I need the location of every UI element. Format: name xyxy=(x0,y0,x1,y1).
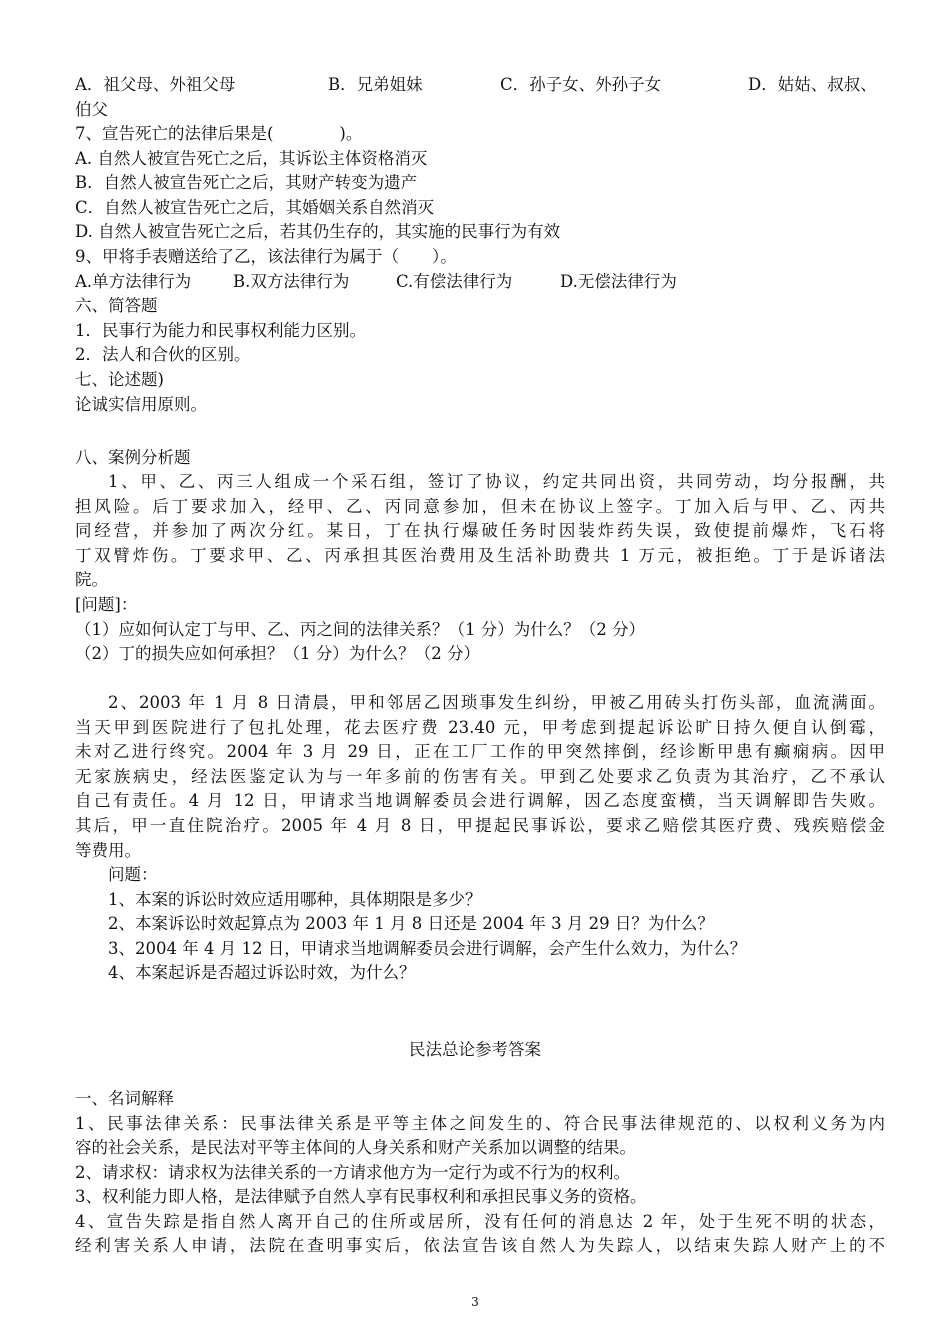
case2-question: 3、2004 年 4 月 12 日，甲请求当地调解委员会进行调解，会产生什么效力，为什么？ xyxy=(108,939,747,958)
case1-paragraph-line: 1、甲、乙、丙三人组成一个采石组，签订了协议，约定共同出资，共同劳动，均分报酬，共 xyxy=(108,472,885,491)
q9-option-d: D.无偿法律行为 xyxy=(560,272,677,291)
answer-line: 2、请求权：请求权为法律关系的一方请求他方为一定行为或不行为的权利。 xyxy=(75,1163,630,1182)
answers-title: 民法总论参考答案 xyxy=(409,1040,541,1059)
case1-question: （2）丁的损失应如何承担？（1 分）为什么？（2 分） xyxy=(75,644,480,663)
case2-question: 1、本案的诉讼时效应适用哪种，具体期限是多少？ xyxy=(108,890,482,909)
q7-option-c: C．自然人被宣告死亡之后，其婚姻关系自然消灭 xyxy=(75,198,435,217)
case1-question: （1）应如何认定丁与甲、乙、丙之间的法律关系？（1 分）为什么？（2 分） xyxy=(75,620,645,639)
q6-option-a: A．祖父母、外祖父母 xyxy=(75,75,236,94)
case2-paragraph-line: 当天甲到医院进行了包扎处理，花去医疗费 23.40 元，甲考虑到提起诉讼旷日持久便自认倒霉， xyxy=(75,718,885,737)
q9-option-b: B.双方法律行为 xyxy=(233,272,350,291)
answer-line: 3、权利能力即人格，是法律赋予自然人享有民事权利和承担民事义务的资格。 xyxy=(75,1187,647,1206)
answer-line: 1、民事法律关系：民事法律关系是平等主体之间发生的、符合民事法律规范的、以权利义务为内 xyxy=(75,1114,885,1133)
case2-question-label: 问题： xyxy=(108,865,158,884)
q7-option-a: A. 自然人被宣告死亡之后，其诉讼主体资格消灭 xyxy=(75,149,428,168)
answers-heading: 一、名词解释 xyxy=(75,1089,174,1108)
section-heading-case-analysis: 八、案例分析题 xyxy=(75,448,191,467)
q9-option-c: C.有偿法律行为 xyxy=(396,272,513,291)
case2-paragraph-line: 未对乙进行终究。2004 年 3 月 29 日，正在工厂工作的甲突然摔倒，经诊断甲患有癫痫病。因甲 xyxy=(75,742,885,761)
essay-item: 论诚实信用原则。 xyxy=(75,395,207,414)
q6-option-d-continuation: 伯父 xyxy=(75,100,108,119)
q9-option-a: A.单方法律行为 xyxy=(75,272,192,291)
case2-paragraph-line: 等费用。 xyxy=(75,841,141,860)
q7-stem: 7、宣告死亡的法律后果是( )。 xyxy=(75,124,363,143)
case1-paragraph-line: 丁双臂炸伤。丁要求甲、乙、丙承担其医治费用及生活补助费共 1 万元，被拒绝。丁于是诉诸法 xyxy=(75,546,885,565)
q6-option-b: B．兄弟姐妹 xyxy=(328,75,423,94)
case2-paragraph-line: 其后，甲一直住院治疗。2005 年 4 月 8 日，甲提起民事诉讼，要求乙赔偿其医疗费、残疾赔偿金 xyxy=(75,816,885,835)
case2-paragraph-line: 2、2003 年 1 月 8 日清晨，甲和邻居乙因琐事发生纠纷，甲被乙用砖头打伤头部，血流满面。 xyxy=(108,693,885,712)
case2-paragraph-line: 自己有责任。4 月 12 日，甲请求当地调解委员会进行调解，因乙态度蛮横，当天调解即告失败。 xyxy=(75,791,885,810)
case1-question-label: [问题]： xyxy=(75,595,138,614)
section-heading-essay: 七、论述题) xyxy=(75,370,164,389)
short-answer-item: 2．法人和合伙的区别。 xyxy=(75,345,251,364)
case2-question: 2、本案诉讼时效起算点为 2003 年 1 月 8 日还是 2004 年 3 月 29 日？为什么？ xyxy=(108,914,714,933)
case1-paragraph-line: 同经营，并参加了两次分红。某日，丁在执行爆破任务时因装炸药失误，致使提前爆炸，飞石将 xyxy=(75,521,885,540)
case1-paragraph-line: 担风险。后丁要求加入，经甲、乙、丙同意参加，但未在协议上签字。丁加入后与甲、乙、丙共 xyxy=(75,497,885,516)
q9-stem: 9、甲将手表赠送给了乙，该法律行为属于（ ）。 xyxy=(75,247,457,266)
answer-line: 4、宣告失踪是指自然人离开自己的住所或居所，没有任何的消息达 2 年，处于生死不明的状态， xyxy=(75,1212,885,1231)
case2-paragraph-line: 无家族病史，经法医鉴定认为与一年多前的伤害有关。甲到乙处要求乙负责为其治疗，乙不承认 xyxy=(75,767,885,786)
answer-line: 经利害关系人申请，法院在查明事实后，依法宣告该自然人为失踪人，以结束失踪人财产上的不 xyxy=(75,1236,885,1255)
short-answer-item: 1．民事行为能力和民事权利能力区别。 xyxy=(75,321,366,340)
answer-line: 容的社会关系，是民法对平等主体间的人身关系和财产关系加以调整的结果。 xyxy=(75,1138,636,1157)
q6-option-c: C．孙子女、外孙子女 xyxy=(500,75,662,94)
page-number: 3 xyxy=(471,1295,479,1309)
case2-question: 4、本案起诉是否超过诉讼时效，为什么？ xyxy=(108,963,416,982)
q7-option-b: B．自然人被宣告死亡之后，其财产转变为遗产 xyxy=(75,173,418,192)
section-heading-short-answer: 六、简答题 xyxy=(75,296,158,315)
q7-option-d: D. 自然人被宣告死亡之后，若其仍生存的，其实施的民事行为有效 xyxy=(75,222,561,241)
case1-paragraph-line: 院。 xyxy=(75,570,108,589)
q6-option-d: D．姑姑、叔叔、 xyxy=(748,75,877,94)
